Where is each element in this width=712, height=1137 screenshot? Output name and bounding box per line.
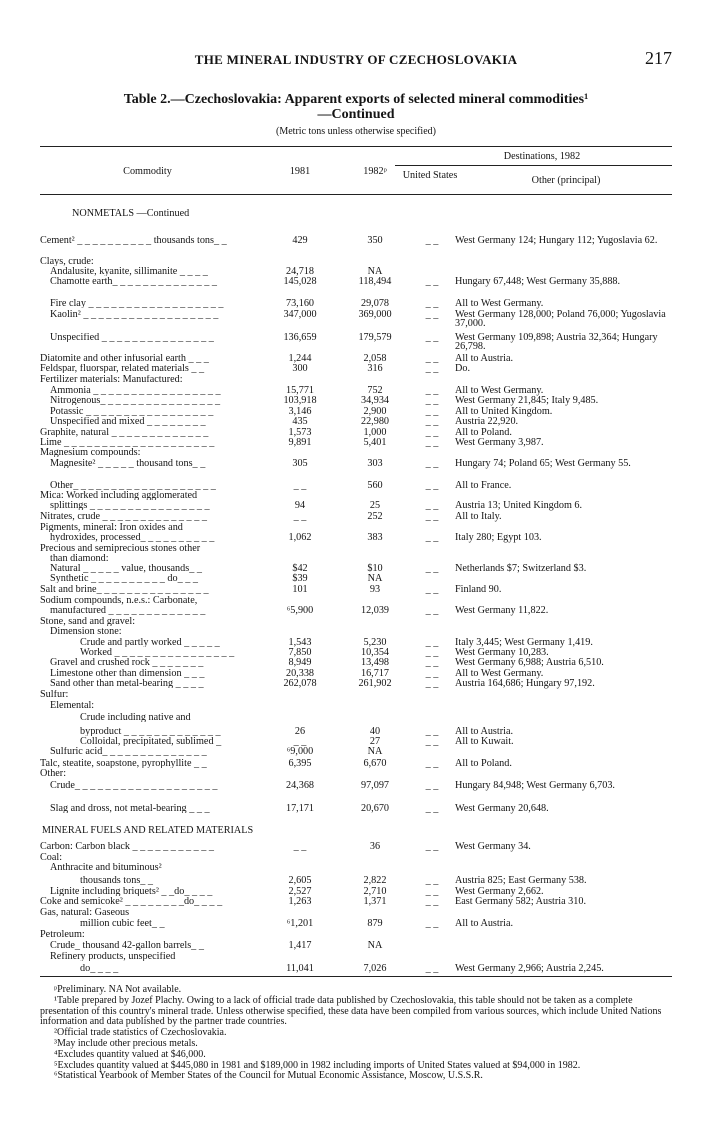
value-1981-cell: ⁶5,900 <box>286 605 314 616</box>
footnote: ᵖPreliminary. NA Not available. <box>54 984 182 995</box>
commodity-cell: Clays, crude: <box>40 257 94 266</box>
value-1982-cell: NA <box>367 266 383 277</box>
commodity-cell: Petroleum: <box>40 930 85 939</box>
commodity-cell: Limestone other than dimension _ _ _ <box>50 669 205 678</box>
commodity-cell: Dimension stone: <box>50 627 122 636</box>
other-destinations-cell: All to Poland. <box>455 427 512 438</box>
value-1982-cell: 879 <box>367 918 383 929</box>
other-destinations-cell: West Germany 6,988; Austria 6,510. <box>455 657 604 668</box>
united-states-cell: _ _ <box>425 886 439 897</box>
other-destinations-cell: West Germany 20,648. <box>455 803 549 814</box>
value-1982-cell: 383 <box>367 532 383 543</box>
commodity-cell: Andalusite, kyanite, sillimanite _ _ _ _ <box>50 267 208 276</box>
value-1981-cell: 300 <box>292 363 308 374</box>
data-table <box>40 146 672 978</box>
commodity-cell: Worked _ _ _ _ _ _ _ _ _ _ _ _ _ _ _ _ <box>80 648 235 657</box>
footnote: ⁵Excludes quantity valued at $445,080 in 1981 and $189,000 in 1982 including imports of United States valued at $94,000 in 1982. <box>54 1059 581 1071</box>
commodity-cell: Talc, steatite, soapstone, pyrophyllite _ _ <box>40 759 207 768</box>
commodity-cell: than diamond: <box>50 554 109 563</box>
united-states-cell: _ _ <box>425 385 439 396</box>
commodity-cell: Elemental: <box>50 701 95 710</box>
value-1981-cell: 1,573 <box>288 427 312 438</box>
commodity-cell: Colloidal, precipitated, sublimed _ <box>80 737 222 746</box>
table-subtitle: (Metric tons unless otherwise specified) <box>276 126 436 137</box>
value-1982-cell: 36 <box>369 841 381 852</box>
value-1981-cell: _ _ <box>293 736 307 747</box>
united-states-cell: _ _ <box>425 532 439 543</box>
value-1981-cell: 2,605 <box>288 875 312 886</box>
other-destinations-cell: Austria 825; East Germany 538. <box>455 875 587 886</box>
other-destinations-cell: West Germany 11,822. <box>455 605 549 616</box>
value-1982-cell: 2,058 <box>363 353 387 364</box>
commodity-cell: splittings _ _ _ _ _ _ _ _ _ _ _ _ _ _ _ _ <box>50 501 210 510</box>
value-1982-cell: $10 <box>367 563 383 574</box>
value-1981-cell: _ _ <box>293 511 307 522</box>
value-1982-cell: 316 <box>367 363 383 374</box>
footnote: ²Official trade statistics of Czechoslovakia. <box>54 1027 227 1039</box>
value-1982-cell: 7,026 <box>363 963 387 974</box>
united-states-cell: _ _ <box>425 803 439 814</box>
value-1982-cell: 252 <box>367 511 383 522</box>
other-destinations-cell: Hungary 74; Poland 65; West Germany 55. <box>455 458 631 469</box>
other-destinations-cell: All to Kuwait. <box>455 736 514 747</box>
value-1982-cell: 560 <box>367 480 383 491</box>
commodity-cell: Sand other than metal-bearing _ _ _ _ <box>50 679 204 688</box>
value-1981-cell: 20,338 <box>285 668 314 679</box>
other-destinations-cell: Hungary 67,448; West Germany 35,888. <box>455 276 621 287</box>
commodity-cell: Magnesium compounds: <box>40 448 141 457</box>
column-header-other-principal: Other (principal) <box>531 175 601 186</box>
value-1982-cell: 16,717 <box>360 668 389 679</box>
table-title-line2: —Continued <box>317 107 395 122</box>
commodity-cell: MINERAL FUELS AND RELATED MATERIALS <box>41 826 254 835</box>
united-states-cell: _ _ <box>425 875 439 886</box>
value-1982-cell: 118,494 <box>358 276 392 287</box>
value-1982-cell: 93 <box>369 584 381 595</box>
value-1981-cell: 73,160 <box>285 298 314 309</box>
value-1981-cell: 305 <box>292 458 308 469</box>
value-1982-cell: 261,902 <box>358 678 392 689</box>
commodity-cell: Anthracite and bituminous² <box>50 863 162 872</box>
commodity-cell: Carbon: Carbon black _ _ _ _ _ _ _ _ _ _ _ <box>40 842 215 851</box>
other-destinations-cell: All to Austria. <box>455 726 514 737</box>
page-header <box>40 48 672 70</box>
commodity-cell: Chamotte earth_ _ _ _ _ _ _ _ _ _ _ _ _ _ <box>50 277 217 286</box>
other-destinations-cell: West Germany 124; Hungary 112; Yugoslavia 62. <box>455 235 658 246</box>
footnote: ³May include other precious metals. <box>54 1037 198 1049</box>
value-1982-cell: NA <box>367 573 383 584</box>
other-destinations-cell: West Germany 10,283. <box>455 647 549 658</box>
united-states-cell: _ _ <box>425 963 439 974</box>
united-states-cell: _ _ <box>425 332 439 343</box>
header-bottom-rule <box>40 194 672 195</box>
value-1981-cell: 9,891 <box>288 437 312 448</box>
other-destinations-cell: Austria 13; United Kingdom 6. <box>455 500 583 511</box>
other-destinations-cell: All to France. <box>455 480 512 491</box>
other-destinations-cell: West Germany 2,662. <box>455 886 544 897</box>
value-1982-cell: 10,354 <box>360 647 389 658</box>
footnote: ¹Table prepared by Jozef Plachy. Owing to a lack of official trade data published by Czechoslovakia, this table should not be taken as a complete presentation of this country's mineral trade. Unless otherwise specified, these data have been compiled from various sources, which include United Nations information and data published by the partner trade countries. <box>40 994 662 1028</box>
commodity-cell: Ammonia _ _ _ _ _ _ _ _ _ _ _ _ _ _ _ _ _ <box>50 386 221 395</box>
united-states-cell: _ _ <box>425 758 439 769</box>
value-1981-cell: 1,062 <box>288 532 312 543</box>
united-states-cell: _ _ <box>425 511 439 522</box>
commodity-cell: Crude_ thousand 42-gallon barrels_ _ <box>50 941 204 950</box>
commodity-cell: Crude including native and <box>80 713 191 722</box>
united-states-cell: _ _ <box>425 678 439 689</box>
commodity-cell: Mica: Worked including agglomerated <box>40 491 198 500</box>
other-destinations-cell: West Germany 34. <box>455 841 531 852</box>
commodity-cell: Stone, sand and gravel: <box>40 617 136 626</box>
destinations-rule <box>395 165 672 166</box>
other-destinations-cell: All to United Kingdom. <box>455 406 553 417</box>
value-1981-cell: 6,395 <box>288 758 312 769</box>
united-states-cell: _ _ <box>425 437 439 448</box>
united-states-cell: _ _ <box>425 918 439 929</box>
value-1981-cell: 145,028 <box>283 276 317 287</box>
other-destinations-cell: Finland 90. <box>455 584 502 595</box>
commodity-cell: Other_ _ _ _ _ _ _ _ _ _ _ _ _ _ _ _ _ _ _ <box>50 481 216 490</box>
footnotes <box>40 985 672 1082</box>
table-top-rule <box>40 146 672 147</box>
other-destinations-cell: West Germany 21,845; Italy 9,485. <box>455 395 599 406</box>
united-states-cell: _ _ <box>425 584 439 595</box>
value-1982-cell: NA <box>367 940 383 951</box>
value-1982-cell: 1,000 <box>363 427 387 438</box>
value-1982-cell: 303 <box>367 458 383 469</box>
other-destinations-cell: East Germany 582; Austria 310. <box>455 896 586 907</box>
value-1981-cell: 94 <box>294 500 306 511</box>
value-1981-cell: 101 <box>292 584 308 595</box>
value-1981-cell: 17,171 <box>285 803 314 814</box>
column-header-united-states: United States <box>402 170 458 181</box>
commodity-cell: Natural _ _ _ _ _ value, thousands_ _ <box>50 564 202 573</box>
other-destinations-cell: All to West Germany. <box>455 668 544 679</box>
commodity-cell: Fire clay _ _ _ _ _ _ _ _ _ _ _ _ _ _ _ _ _ _ <box>50 299 224 308</box>
value-1981-cell: 429 <box>292 235 308 246</box>
other-destinations-cell: West Germany 2,966; Austria 2,245. <box>455 963 604 974</box>
value-1982-cell: 369,000 <box>358 309 392 320</box>
commodity-cell: Cement² _ _ _ _ _ _ _ _ _ _ thousands tons_ _ <box>40 236 227 245</box>
value-1982-cell: 2,900 <box>363 406 387 417</box>
other-destinations-cell: West Germany 128,000; Poland 76,000; Yugoslavia 37,000. <box>455 309 666 329</box>
commodity-cell: Magnesite² _ _ _ _ _ thousand tons_ _ <box>50 459 206 468</box>
commodity-cell: manufactured _ _ _ _ _ _ _ _ _ _ _ _ _ <box>50 606 206 615</box>
commodity-cell: Pigments, mineral: Iron oxides and <box>40 523 183 532</box>
united-states-cell: _ _ <box>425 780 439 791</box>
column-header-1981: 1981 <box>289 166 311 177</box>
other-destinations-cell: Do. <box>455 363 470 374</box>
other-destinations-cell: Hungary 84,948; West Germany 6,703. <box>455 780 615 791</box>
united-states-cell: _ _ <box>425 668 439 679</box>
value-1982-cell: 29,078 <box>360 298 389 309</box>
united-states-cell: _ _ <box>425 353 439 364</box>
commodity-cell: Crude_ _ _ _ _ _ _ _ _ _ _ _ _ _ _ _ _ _ _ <box>50 781 218 790</box>
value-1981-cell: 26 <box>294 726 306 737</box>
value-1981-cell: 24,368 <box>285 780 314 791</box>
other-destinations-cell: All to Austria. <box>455 918 514 929</box>
commodity-cell: Lime _ _ _ _ _ _ _ _ _ _ _ _ _ _ _ _ _ _ _ _ <box>40 438 215 447</box>
value-1981-cell: 8,949 <box>288 657 312 668</box>
value-1982-cell: 6,670 <box>363 758 387 769</box>
commodity-cell: Kaolin² _ _ _ _ _ _ _ _ _ _ _ _ _ _ _ _ _ _ <box>50 310 219 319</box>
other-destinations-cell: West Germany 3,987. <box>455 437 544 448</box>
commodity-cell: do_ _ _ _ <box>80 964 119 973</box>
united-states-cell: _ _ <box>425 480 439 491</box>
page-number: 217 <box>645 48 672 68</box>
value-1982-cell: 25 <box>369 500 381 511</box>
commodity-cell: million cubic feet_ _ <box>80 919 165 928</box>
commodity-cell: Precious and semiprecious stones other <box>40 544 201 553</box>
value-1981-cell: 103,918 <box>283 395 317 406</box>
value-1982-cell: 2,710 <box>363 886 387 897</box>
commodity-cell: Salt and brine_ _ _ _ _ _ _ _ _ _ _ _ _ _ _ <box>40 585 209 594</box>
commodity-cell: Gravel and crushed rock _ _ _ _ _ _ _ <box>50 658 204 667</box>
united-states-cell: _ _ <box>425 458 439 469</box>
commodity-cell: Fertilizer materials: Manufactured: <box>40 375 183 384</box>
value-1981-cell: $42 <box>292 563 308 574</box>
value-1981-cell: 24,718 <box>285 266 314 277</box>
united-states-cell: _ _ <box>425 896 439 907</box>
united-states-cell: _ _ <box>425 605 439 616</box>
value-1981-cell: 2,527 <box>288 886 312 897</box>
united-states-cell: _ _ <box>425 309 439 320</box>
united-states-cell: _ _ <box>425 637 439 648</box>
other-destinations-cell: All to West Germany. <box>455 298 544 309</box>
commodity-cell: Unspecified _ _ _ _ _ _ _ _ _ _ _ _ _ _ _ <box>50 333 214 342</box>
value-1981-cell: _ _ <box>293 480 307 491</box>
united-states-cell: _ _ <box>425 406 439 417</box>
other-destinations-cell: All to West Germany. <box>455 385 544 396</box>
value-1981-cell: 11,041 <box>286 963 314 974</box>
value-1982-cell: 20,670 <box>360 803 389 814</box>
value-1981-cell: $39 <box>292 573 308 584</box>
commodity-cell: Coal: <box>40 853 63 862</box>
value-1981-cell: 347,000 <box>283 309 317 320</box>
commodity-cell: Crude and partly worked _ _ _ _ _ <box>80 638 220 647</box>
value-1981-cell: 7,850 <box>288 647 312 658</box>
value-1981-cell: 15,771 <box>285 385 314 396</box>
united-states-cell: _ _ <box>425 276 439 287</box>
commodity-cell: Gas, natural: Gaseous <box>40 908 130 917</box>
commodity-cell: Sulfuric acid_ _ _ _ _ _ _ _ _ _ _ _ _ _ <box>50 747 207 756</box>
value-1982-cell: 5,230 <box>363 637 387 648</box>
united-states-cell: _ _ <box>425 395 439 406</box>
value-1981-cell: 136,659 <box>283 332 317 343</box>
commodity-cell: Synthetic _ _ _ _ _ _ _ _ _ _ do_ _ _ <box>50 574 198 583</box>
value-1982-cell: 179,579 <box>358 332 392 343</box>
commodity-cell: Sulfur: <box>40 690 69 699</box>
table-title <box>40 92 672 122</box>
commodity-cell: Sodium compounds, n.e.s.: Carbonate, <box>40 596 198 605</box>
united-states-cell: _ _ <box>425 563 439 574</box>
value-1982-cell: 1,371 <box>363 896 387 907</box>
united-states-cell: _ _ <box>425 736 439 747</box>
other-destinations-cell: All to Austria. <box>455 353 514 364</box>
value-1981-cell: 3,146 <box>288 406 312 417</box>
commodity-cell: Other: <box>40 769 67 778</box>
value-1982-cell: 22,980 <box>360 416 389 427</box>
value-1982-cell: 350 <box>367 235 383 246</box>
united-states-cell: _ _ <box>425 416 439 427</box>
other-destinations-cell: Austria 164,686; Hungary 97,192. <box>455 678 595 689</box>
footnote: ⁴Excludes quantity valued at $46,000. <box>54 1048 206 1060</box>
other-destinations-cell: All to Poland. <box>455 758 512 769</box>
value-1981-cell: ⁶9,000 <box>286 746 314 757</box>
value-1982-cell: NA <box>367 746 383 757</box>
commodity-cell: byproduct _ _ _ _ _ _ _ _ _ _ _ _ _ <box>80 727 221 736</box>
column-header-commodity: Commodity <box>123 166 172 177</box>
value-1982-cell: 97,097 <box>360 780 389 791</box>
united-states-cell: _ _ <box>425 726 439 737</box>
value-1982-cell: 5,401 <box>363 437 387 448</box>
value-1982-cell: 13,498 <box>360 657 389 668</box>
other-destinations-cell: Italy 3,445; West Germany 1,419. <box>455 637 593 648</box>
value-1982-cell: 40 <box>369 726 381 737</box>
commodity-cell: thousands tons_ _ <box>80 876 154 885</box>
footnote: ⁶Statistical Yearbook of Member States of the Council for Mutual Economic Assistance, Moscow, U.S.S.R. <box>54 1070 483 1082</box>
value-1982-cell: 752 <box>367 385 383 396</box>
other-destinations-cell: Austria 22,920. <box>455 416 519 427</box>
value-1982-cell: 27 <box>369 736 381 747</box>
value-1981-cell: 262,078 <box>283 678 317 689</box>
other-destinations-cell: West Germany 109,898; Austria 32,364; Hungary 26,798. <box>455 332 658 352</box>
commodity-cell: Diatomite and other infusorial earth _ _ _ <box>40 354 209 363</box>
united-states-cell: _ _ <box>425 298 439 309</box>
table-bottom-rule <box>40 976 672 977</box>
united-states-cell: _ _ <box>425 235 439 246</box>
commodity-cell: NONMETALS —Continued <box>72 209 190 218</box>
commodity-cell: Coke and semicoke² _ _ _ _ _ _ _ _do_ _ _ _ <box>40 897 223 906</box>
commodity-cell: Nitrogenous_ _ _ _ _ _ _ _ _ _ _ _ _ _ _ _ <box>50 396 221 405</box>
united-states-cell: _ _ <box>425 363 439 374</box>
other-destinations-cell: All to Italy. <box>455 511 502 522</box>
value-1982-cell: 34,934 <box>360 395 389 406</box>
table-title-line1: Table 2.—Czechoslovakia: Apparent exports of selected mineral commodities¹ <box>123 92 589 107</box>
commodity-cell: Slag and dross, not metal-bearing _ _ _ <box>50 804 210 813</box>
other-destinations-cell: Italy 280; Egypt 103. <box>455 532 542 543</box>
commodity-cell: Feldspar, fluorspar, related materials _ _ <box>40 364 205 373</box>
running-head: THE MINERAL INDUSTRY OF CZECHOSLOVAKIA <box>194 52 518 67</box>
value-1981-cell: 435 <box>292 416 308 427</box>
commodity-cell: Unspecified and mixed _ _ _ _ _ _ _ _ <box>50 417 206 426</box>
commodity-cell: Nitrates, crude _ _ _ _ _ _ _ _ _ _ _ _ _ _ <box>40 512 207 521</box>
commodity-cell: Potassic _ _ _ _ _ _ _ _ _ _ _ _ _ _ _ _ _ <box>50 407 214 416</box>
commodity-cell: hydroxides, processed_ _ _ _ _ _ _ _ _ _ <box>50 533 215 542</box>
value-1981-cell: ⁶1,201 <box>286 918 314 929</box>
column-header-destinations: Destinations, 1982 <box>503 151 581 162</box>
other-destinations-cell: Netherlands $7; Switzerland $3. <box>455 563 587 574</box>
value-1981-cell: 1,543 <box>288 637 312 648</box>
value-1981-cell: _ _ <box>293 841 307 852</box>
united-states-cell: _ _ <box>425 841 439 852</box>
column-header-1982: 1982ᵖ <box>363 166 387 177</box>
commodity-cell: Graphite, natural _ _ _ _ _ _ _ _ _ _ _ _ _ <box>40 428 209 437</box>
value-1981-cell: 1,417 <box>288 940 312 951</box>
commodity-cell: Lignite including briquets² _ _do_ _ _ _ <box>50 887 213 896</box>
united-states-cell: _ _ <box>425 647 439 658</box>
commodity-cell: Refinery products, unspecified <box>50 952 176 961</box>
value-1982-cell: 2,822 <box>363 875 387 886</box>
united-states-cell: _ _ <box>425 500 439 511</box>
value-1982-cell: 12,039 <box>360 605 389 616</box>
united-states-cell: _ _ <box>425 427 439 438</box>
value-1981-cell: 1,244 <box>288 353 312 364</box>
united-states-cell: _ _ <box>425 657 439 668</box>
value-1981-cell: 1,263 <box>288 896 312 907</box>
